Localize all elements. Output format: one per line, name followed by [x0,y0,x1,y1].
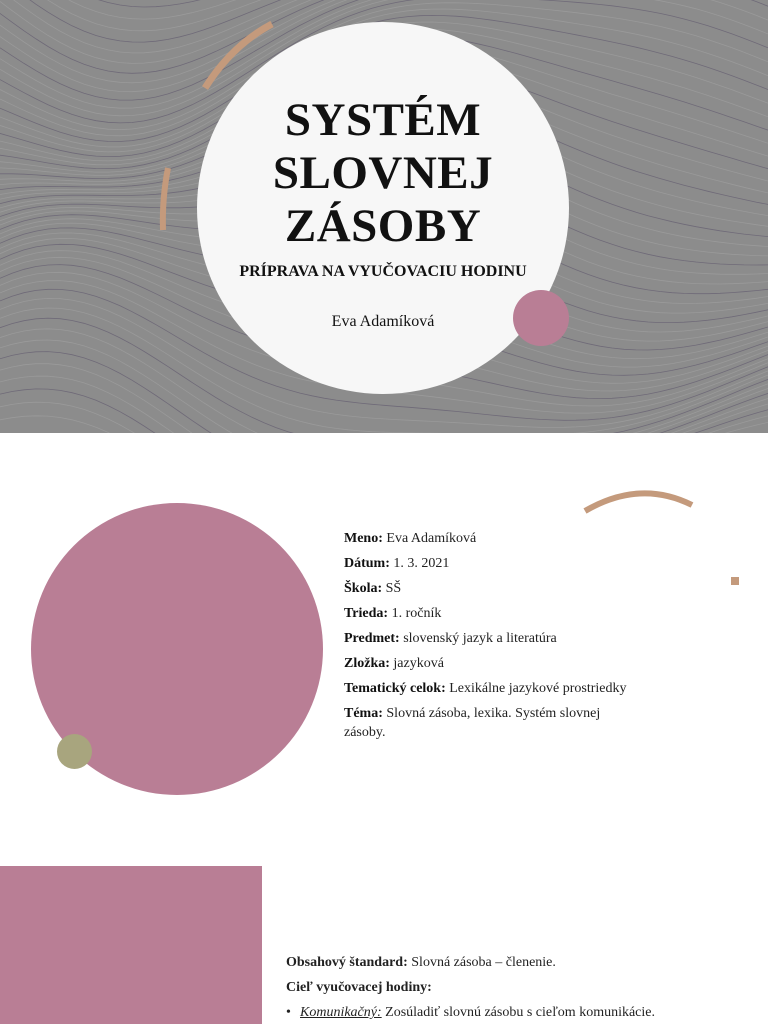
author-name: Eva Adamíková [331,313,435,330]
mauve-rectangle [0,866,262,1024]
info-label: Dátum: [344,556,390,571]
info-row [344,579,684,598]
info-row [344,654,684,673]
title-line: ZÁSOBY [284,200,482,252]
info-value: Eva Adamíková [386,531,477,546]
bullet-label: Komunikačný: [300,1005,382,1020]
info-value: jazyková [393,656,444,671]
info-value: slovenský jazyk a literatúra [403,631,557,646]
goal-bullet-row [286,1003,756,1022]
info-row [344,554,684,573]
info-row [344,529,684,548]
info-value: SŠ [385,581,402,596]
info-row [344,704,644,742]
tan-arc-left [163,168,168,230]
info-label: Zložka: [344,656,390,671]
main-title [197,94,569,253]
standard-row [286,953,756,972]
standard-value: Slovná zásoba – členenie. [411,955,556,970]
standard-label: Obsahový štandard: [286,955,408,970]
info-row [344,604,684,623]
info-label: Meno: [344,531,383,546]
info-row [344,679,684,698]
info-label: Trieda: [344,606,389,621]
bullet-icon: • [286,1005,291,1020]
title-slide [0,0,768,433]
info-value: Lexikálne jazykové prostriedky [449,681,627,696]
info-value: Slovná zásoba, lexika. Systém slovnej zásoby. [344,706,601,740]
title-circle [197,22,569,394]
mauve-dot [513,290,569,346]
info-label: Škola: [344,581,383,596]
title-line: SYSTÉM [284,94,482,146]
info-row [344,629,684,648]
goals-slide [0,865,768,1024]
tan-square [731,577,739,585]
title-line: SLOVNEJ [272,147,494,199]
info-value: 1. ročník [391,606,442,621]
goal-heading-row [286,978,756,997]
info-label: Tematický celok: [344,681,446,696]
goal-label: Cieľ vyučovacej hodiny: [286,980,432,995]
info-value: 1. 3. 2021 [393,556,450,571]
info-slide [0,433,768,865]
info-label: Predmet: [344,631,400,646]
subtitle: PRÍPRAVA NA VYUČOVACIU HODINU [239,263,527,280]
goals-list [286,953,756,1024]
bullet-value: Zosúladiť slovnú zásobu s cieľom komunikácie. [385,1005,655,1020]
info-label: Téma: [344,706,383,721]
lesson-info-list [344,529,684,748]
